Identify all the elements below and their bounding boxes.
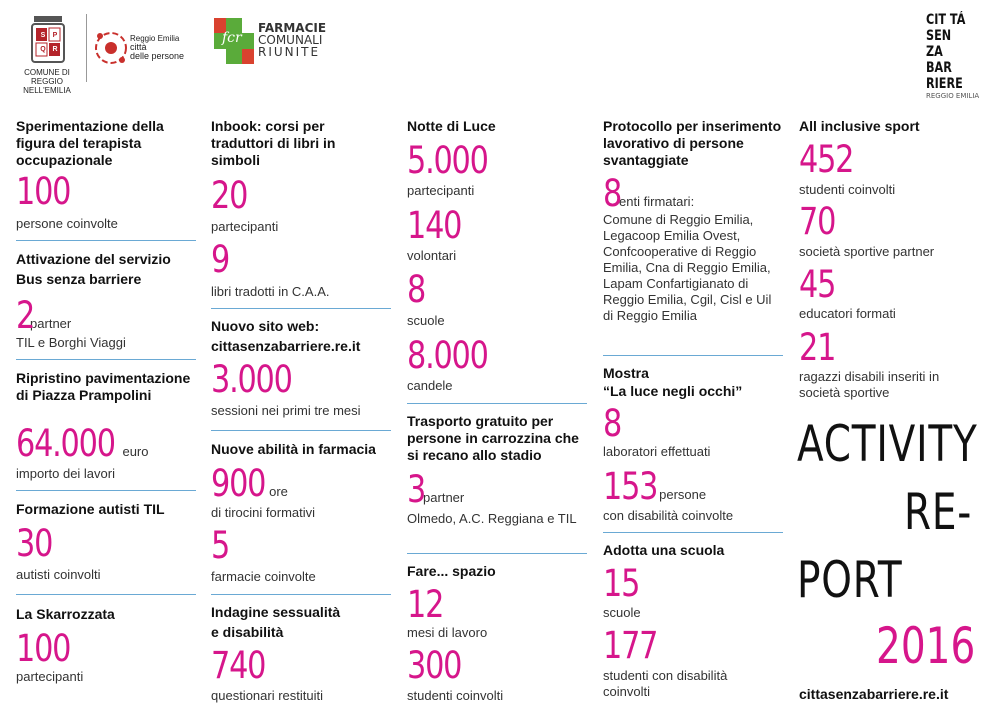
stat-desc: partecipanti	[407, 183, 475, 198]
stat-desc: candele	[407, 378, 453, 393]
stat-desc: ragazzi disabili inseriti in società sportive	[799, 369, 940, 400]
farmacie-line1: FARMACIE	[258, 21, 327, 35]
divider	[407, 553, 587, 554]
stat-desc: studenti coinvolti	[799, 182, 896, 197]
section-title: cittasenzabarriere.re.it	[211, 338, 361, 354]
stat-desc: partecipanti	[211, 219, 279, 234]
stat-number: 8	[603, 172, 622, 215]
stat-number: 20	[211, 174, 248, 217]
section-title: Formazione autisti TIL	[16, 501, 165, 517]
stat-desc: volontari	[407, 248, 457, 263]
divider	[603, 355, 783, 356]
stat-desc: educatori formati	[799, 306, 896, 321]
crest-letter: R	[52, 46, 58, 53]
stat-number: 5.000	[407, 139, 488, 182]
stat-number: 3.000	[211, 358, 292, 401]
stat-number: 740	[211, 644, 266, 687]
stat-number: 12	[407, 583, 444, 626]
stat-desc: autisti coinvolti	[16, 567, 101, 582]
stat-number: 9	[211, 238, 230, 281]
stat-desc: partecipanti	[16, 669, 84, 684]
section-title: Attivazione del servizio	[16, 251, 171, 267]
comune-logo	[14, 12, 80, 95]
stat-desc: questionari restituiti	[211, 688, 323, 703]
section-title: e disabilità	[211, 624, 284, 640]
section-title: Sperimentazione della figura del terapista occupazionale	[16, 118, 164, 168]
stat-inline-desc: partner	[30, 316, 72, 331]
stat-inline-desc: enti firmatari:	[619, 194, 695, 209]
section-title: Mostra	[603, 365, 649, 381]
activity-title: ACTIVITY	[797, 415, 978, 473]
fcr-mark: fcr	[222, 30, 242, 46]
stat-number: 30	[16, 522, 53, 565]
stat-number: 45	[799, 263, 836, 306]
stat-number: 100	[16, 170, 71, 213]
stat-desc: Olmedo, A.C. Reggiana e TIL	[407, 511, 577, 526]
stat-number: 8.000	[407, 334, 488, 377]
reggio-emilia-logo	[86, 12, 186, 84]
comune-line: REGGIO NELL'EMILIA	[23, 77, 71, 95]
stat-desc: libri tradotti in C.A.A.	[211, 284, 330, 299]
report-title-port: PORT	[797, 551, 903, 609]
crest-letter: Q	[40, 46, 46, 53]
stat-desc: studenti con disabilità coinvolti	[603, 668, 728, 699]
divider	[16, 490, 196, 491]
stat-inline-desc: persone	[659, 487, 707, 502]
stat-desc: persone coinvolte	[16, 216, 118, 231]
stat-number: 177	[603, 624, 658, 667]
crest-letter: P	[52, 32, 58, 39]
csb-line: ZA BAR	[926, 44, 952, 76]
stat-number: 300	[407, 644, 462, 687]
flower-icon	[92, 26, 130, 70]
csb-line: RIERE	[926, 76, 963, 92]
stat-desc: laboratori effettuati	[603, 444, 711, 459]
stat-number: 70	[799, 200, 836, 243]
section-title: All inclusive sport	[799, 118, 920, 134]
section-title: Protocollo per inserimento lavorativo di persone svantaggiate	[603, 118, 782, 168]
stat-desc: importo dei lavori	[16, 466, 115, 481]
csb-sub: REGGIO EMILIA	[926, 92, 980, 100]
stat-number: 8	[407, 268, 426, 311]
comune-line: COMUNE DI	[24, 68, 70, 77]
stat-number: 64.000	[16, 422, 115, 465]
farmacie-logo	[214, 18, 334, 68]
re-mid-text: città	[130, 42, 147, 52]
section-title: Nuovo sito web:	[211, 318, 320, 334]
stat-number: 5	[211, 524, 230, 567]
section-title: Adotta una scuola	[603, 542, 725, 558]
stat-desc: TIL e Borghi Viaggi	[16, 335, 126, 350]
stat-number: 2	[16, 294, 35, 337]
section-title: Notte di Luce	[407, 118, 496, 134]
stat-inline-desc: partner	[423, 490, 465, 505]
stat-desc: con disabilità coinvolte	[603, 508, 734, 523]
csb-line: CIT TÁ	[926, 12, 966, 28]
stat-desc: studenti coinvolti	[407, 688, 504, 703]
stat-inline-desc: ore	[269, 484, 288, 499]
stat-number: 21	[799, 326, 836, 369]
crest-letter: S	[40, 32, 46, 39]
stat-number: 452	[799, 138, 854, 181]
section-title: Ripristino pavimentazione di Piazza Prampolini	[16, 370, 191, 403]
stat-number: 3	[407, 468, 426, 511]
stat-number: 8	[603, 402, 622, 445]
stat-number: 100	[16, 627, 71, 670]
section-title: La Skarrozzata	[16, 606, 115, 622]
csb-logo	[926, 12, 984, 102]
stat-number: 900	[211, 462, 266, 505]
csb-line: SEN	[926, 28, 952, 44]
stat-desc: di tirocini formativi	[211, 505, 316, 520]
stat-desc: Comune di Reggio Emilia, Legacoop Emilia Ovest, Confcooperative di Reggio Emilia, Cna di Reggio Emilia, Lapam Confartigianato di Reggio Emilia, Cgil, Cisl e Uil di Reggio Emilia	[603, 212, 772, 323]
section-title: Inbook: corsi per traduttori di libri in simboli	[211, 118, 336, 168]
report-year: 2016	[876, 617, 976, 675]
divider	[211, 430, 391, 431]
divider	[16, 240, 196, 241]
website-url: cittasenzabarriere.re.it	[799, 686, 949, 702]
stat-desc: farmacie coinvolte	[211, 569, 316, 584]
stat-desc: mesi di lavoro	[407, 625, 488, 640]
divider	[407, 403, 587, 404]
stat-desc: scuole	[603, 605, 641, 620]
stat-desc: società sportive partner	[799, 244, 935, 259]
section-title: Trasporto gratuito per persone in carrozzina che si recano allo stadio	[407, 413, 579, 463]
divider	[211, 594, 391, 595]
farmacie-line2: COMUNALI	[258, 33, 323, 47]
section-title: Fare... spazio	[407, 563, 496, 579]
section-title: Bus senza barriere	[16, 271, 142, 287]
section-title: “La luce negli occhi”	[603, 383, 743, 399]
divider	[603, 532, 783, 533]
section-title: Indagine sessualità	[211, 604, 341, 620]
stat-number: 140	[407, 204, 462, 247]
stat-number: 153	[603, 465, 658, 508]
section-title: Nuove abilità in farmacia	[211, 441, 376, 457]
stat-desc: sessioni nei primi tre mesi	[211, 403, 361, 418]
divider	[16, 594, 196, 595]
re-top-text: Reggio Emilia	[130, 34, 180, 43]
re-bottom-text: delle persone	[130, 51, 185, 61]
divider	[211, 308, 391, 309]
divider	[16, 359, 196, 360]
stat-desc: scuole	[407, 313, 445, 328]
stat-inline-desc: euro	[122, 444, 149, 459]
stat-number: 15	[603, 562, 640, 605]
farmacie-line3: RIUNITE	[258, 45, 321, 59]
report-title-re: RE-	[904, 483, 973, 541]
